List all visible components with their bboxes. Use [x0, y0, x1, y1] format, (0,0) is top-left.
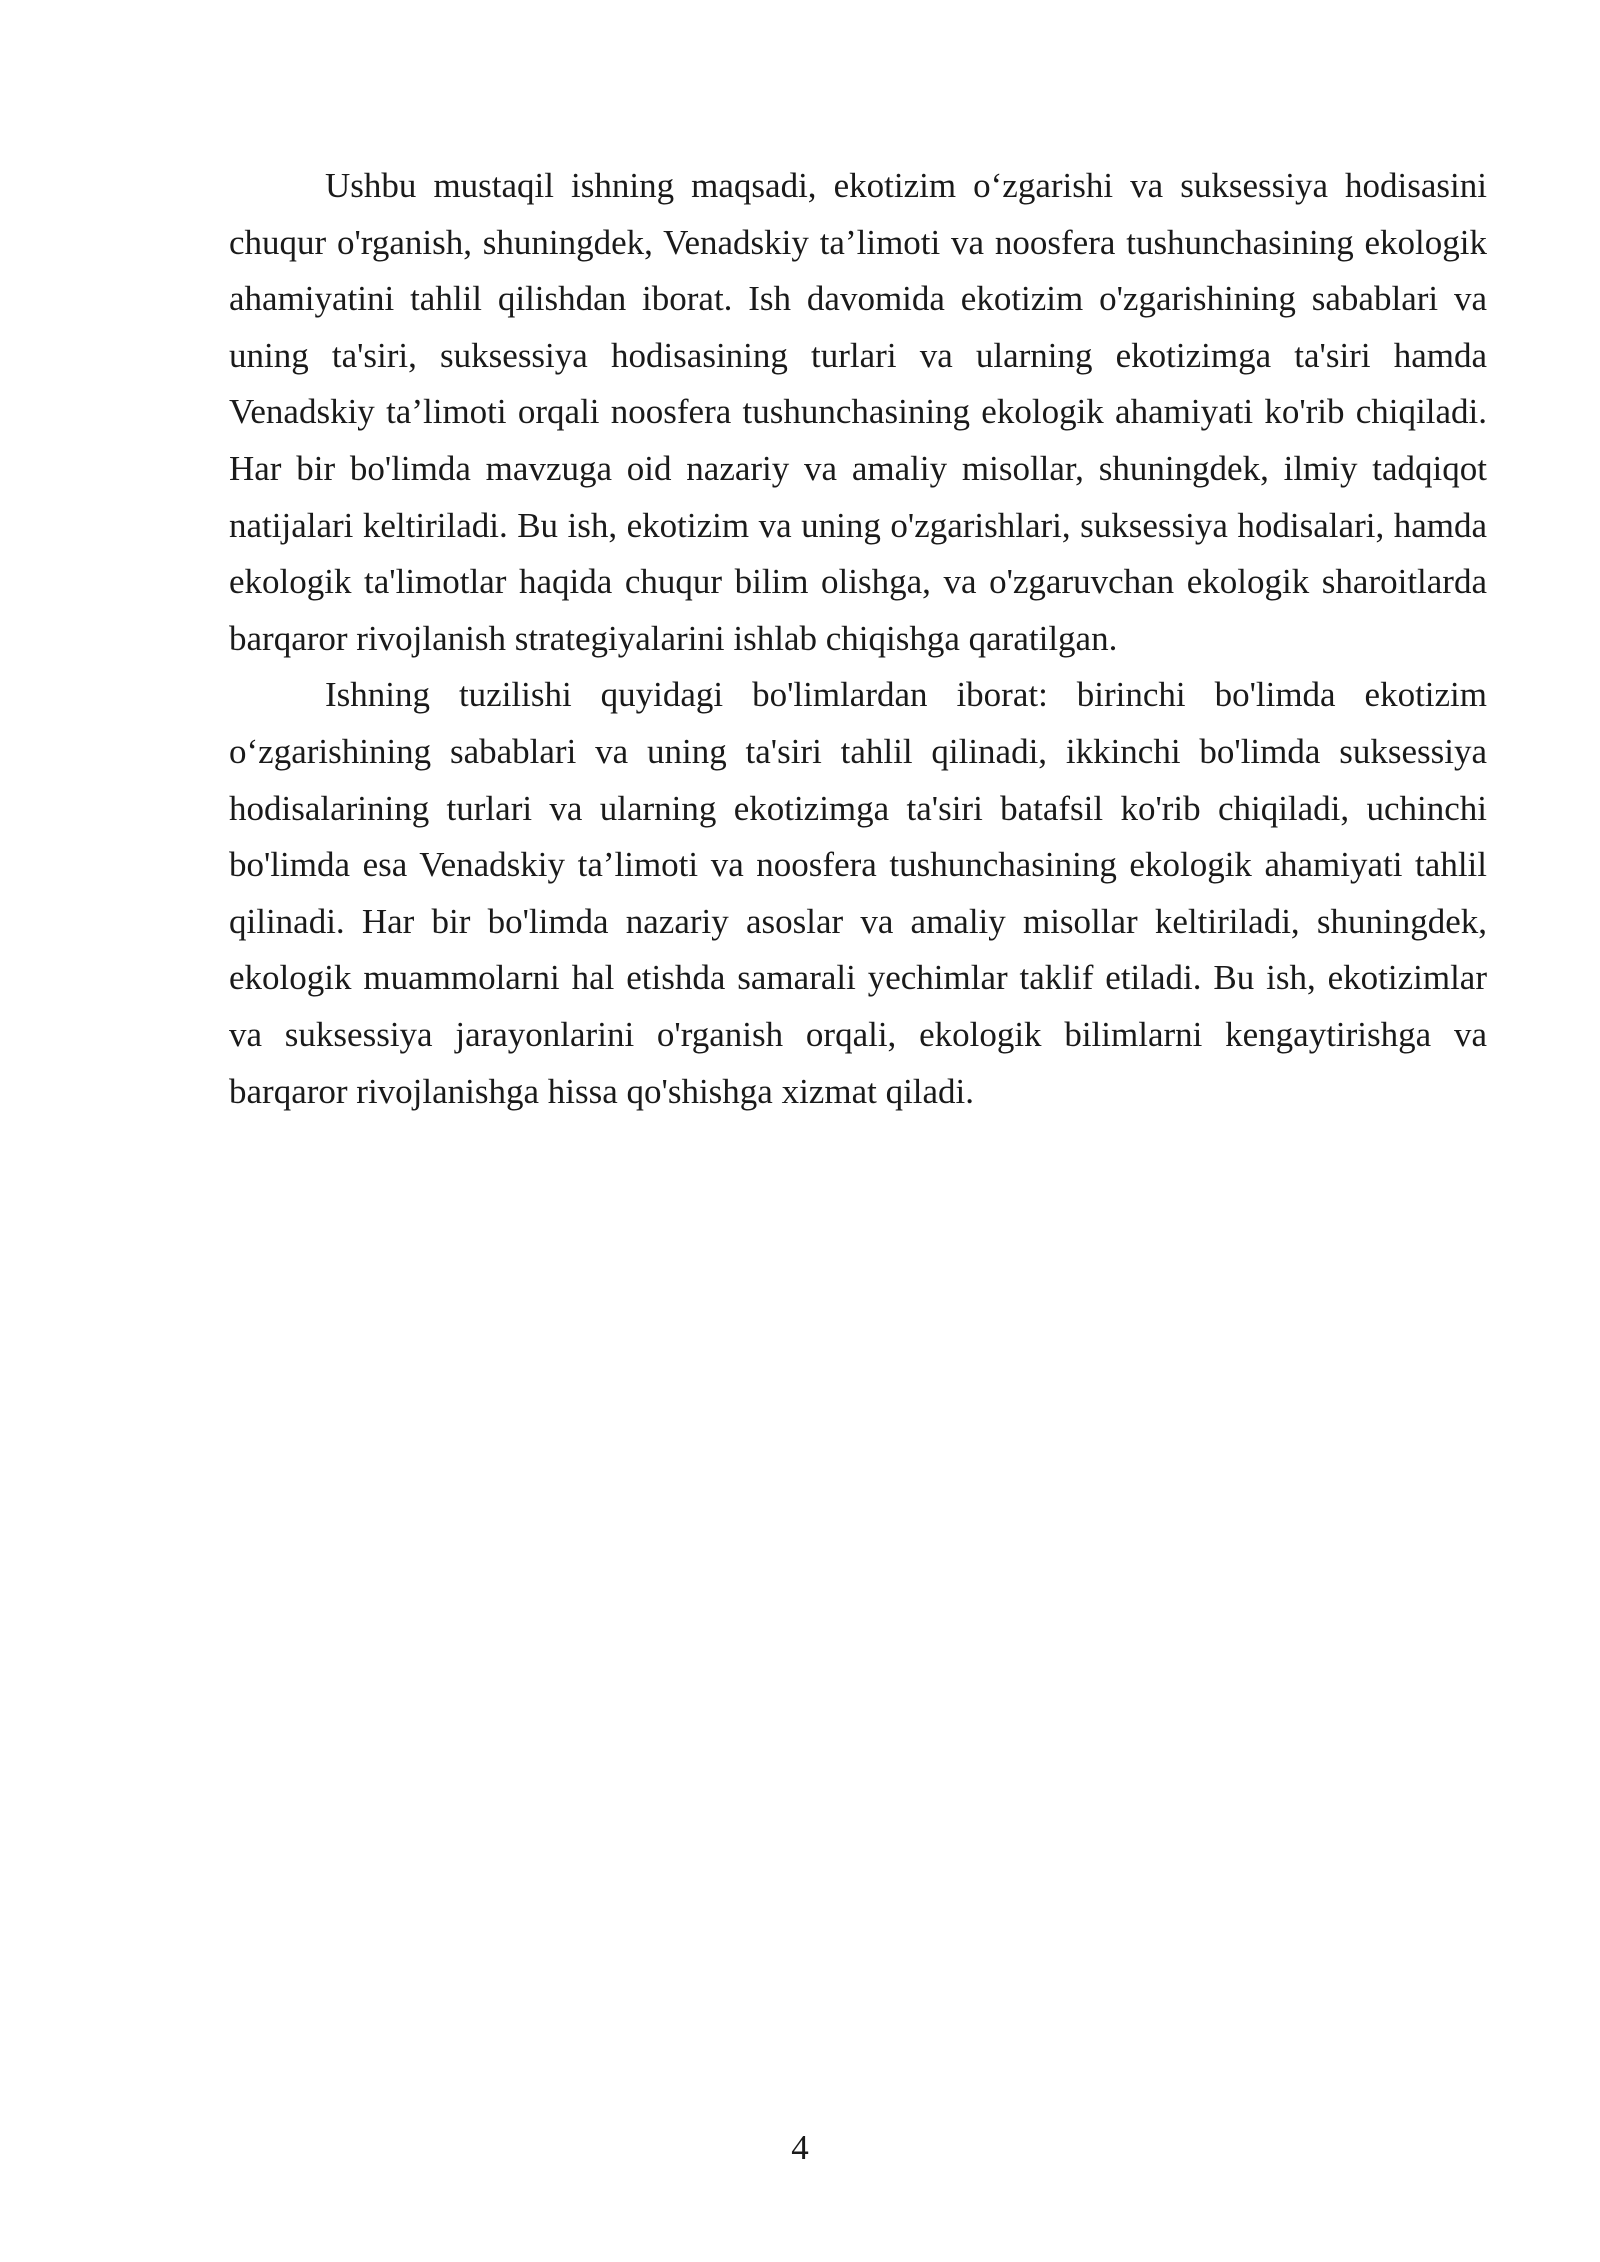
document-body	[229, 158, 1487, 1120]
paragraph-purpose: Ushbu mustaqil ishning maqsadi, ekotizim o‘zgarishi va suksessiya hodisasini chuqur o'rganish, shuningdek, Venadskiy ta’limoti va noosfera tushunchasining ekologik ahamiyatini tahlil qilishdan iborat. Ish davomida ekotizim o'zgarishining sabablari va uning ta'siri, suksessiya hodisasining turlari va ularning ekotizimga ta'siri hamda Venadskiy ta’limoti orqali noosfera tushunchasining ekologik ahamiyati ko'rib chiqiladi. Har bir bo'limda mavzuga oid nazariy va amaliy misollar, shuningdek, ilmiy tadqiqot natijalari keltiriladi. Bu ish, ekotizim va uning o'zgarishlari, suksessiya hodisalari, hamda ekologik ta'limotlar haqida chuqur bilim olishga, va o'zgaruvchan ekologik sharoitlarda barqaror rivojlanish strategiyalarini ishlab chiqishga qaratilgan.	[229, 166, 1487, 658]
paragraph-structure: Ishning tuzilishi quyidagi bo'limlardan iborat: birinchi bo'limda ekotizim o‘zgarishining sabablari va uning ta'siri tahlil qilinadi, ikkinchi bo'limda suksessiya hodisalarining turlari va ularning ekotizimga ta'siri batafsil ko'rib chiqiladi, uchinchi bo'limda esa Venadskiy ta’limoti va noosfera tushunchasining ekologik ahamiyati tahlil qilinadi. Har bir bo'limda nazariy asoslar va amaliy misollar keltiriladi, shuningdek, ekologik muammolarni hal etishda samarali yechimlar taklif etiladi. Bu ish, ekotizimlar va suksessiya jarayonlarini o'rganish orqali, ekologik bilimlarni kengaytirishga va barqaror rivojlanishga hissa qo'shishga xizmat qiladi.	[229, 675, 1487, 1111]
page-number: 4	[791, 2128, 809, 2167]
